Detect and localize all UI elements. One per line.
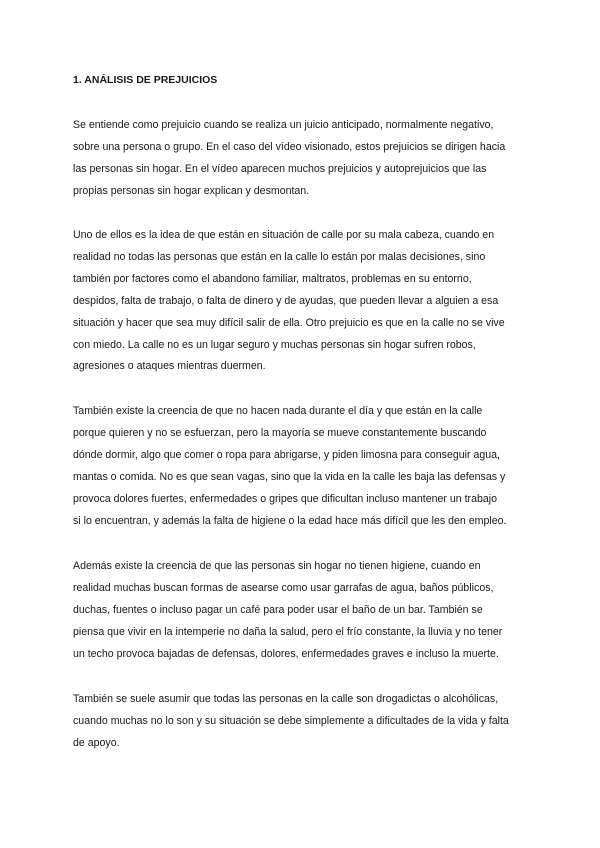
paragraph-line: si lo encuentran, y además la falta de higiene o la edad hace más difícil que les den empleo. (73, 514, 507, 527)
paragraph-line: situación y hacer que sea muy difícil salir de ella. Otro prejuicio es que en la calle no se vive (73, 316, 505, 329)
paragraph-1 (73, 115, 533, 203)
paragraph-4 (73, 556, 533, 666)
paragraph-line: despidos, falta de trabajo, o falta de dinero y de ayudas, que pueden llevar a alguien a esa (73, 294, 499, 307)
paragraph-line: provoca dolores fuertes, enfermedades o gripes que dificultan incluso mantener un trabajo (73, 492, 498, 505)
paragraph-line: piensa que vivir en la intemperie no daña la salud, pero el frío constante, la lluvia y no tener (73, 625, 503, 638)
paragraph-line: Además existe la creencia de que las personas sin hogar no tienen higiene, cuando en (73, 560, 481, 572)
paragraph-line: realidad no todas las personas que están en la calle lo están por malas decisiones, sino (73, 250, 486, 263)
paragraph-2 (73, 225, 533, 378)
section-heading: 1. ANÁLISIS DE PREJUICIOS (73, 74, 218, 86)
paragraph-line: duchas, fuentes o incluso pagar un café para poder usar el baño de un bar. También se (73, 603, 483, 616)
paragraph-line: dónde dormir, algo que comer o ropa para abrigarse, y piden limosna para conseguir agua, (73, 448, 500, 461)
paragraph-line: porque quieren y no se esfuerzan, pero la mayoría se mueve constantemente buscando (73, 426, 487, 439)
paragraph-line: mantas o comida. No es que sean vagas, sino que la vida en la calle les baja las defensas y (73, 470, 506, 483)
paragraph-3 (73, 401, 533, 532)
paragraph-line: las personas sin hogar. En el vídeo aparecen muchos prejuicios y autoprejuicios que las (73, 162, 487, 175)
paragraph-line: realidad muchas buscan formas de asearse como usar garrafas de agua, baños públicos, (73, 581, 494, 594)
paragraph-line: También existe la creencia de que no hacen nada durante el día y que están en la calle (73, 405, 483, 417)
paragraph-line: agresiones o ataques mientras duermen. (73, 360, 266, 373)
paragraph-line: cuando muchas no lo son y su situación se debe simplemente a dificultades de la vida y falta (73, 714, 509, 727)
paragraph-line: Se entiende como prejuicio cuando se realiza un juicio anticipado, normalmente negativo, (73, 119, 494, 131)
paragraph-line: un techo provoca bajadas de defensas, dolores, enfermedades graves e incluso la muerte. (73, 647, 499, 660)
paragraph-line: También se suele asumir que todas las personas en la calle son drogadictas o alcohólicas, (73, 693, 499, 705)
paragraph-line: también por factores como el abandono familiar, maltratos, problemas en su entorno, (73, 272, 472, 285)
paragraph-line: Uno de ellos es la idea de que están en situación de calle por su mala cabeza, cuando en (73, 229, 495, 241)
paragraph-line: propias personas sin hogar explican y desmontan. (73, 184, 310, 197)
paragraph-line: sobre una persona o grupo. En el caso del vídeo visionado, estos prejuicios se dirigen hacia (73, 140, 506, 153)
paragraph-line: con miedo. La calle no es un lugar seguro y muchas personas sin hogar sufren robos, (73, 338, 476, 351)
paragraph-5 (73, 689, 533, 755)
paragraph-line: de apoyo. (73, 736, 120, 749)
